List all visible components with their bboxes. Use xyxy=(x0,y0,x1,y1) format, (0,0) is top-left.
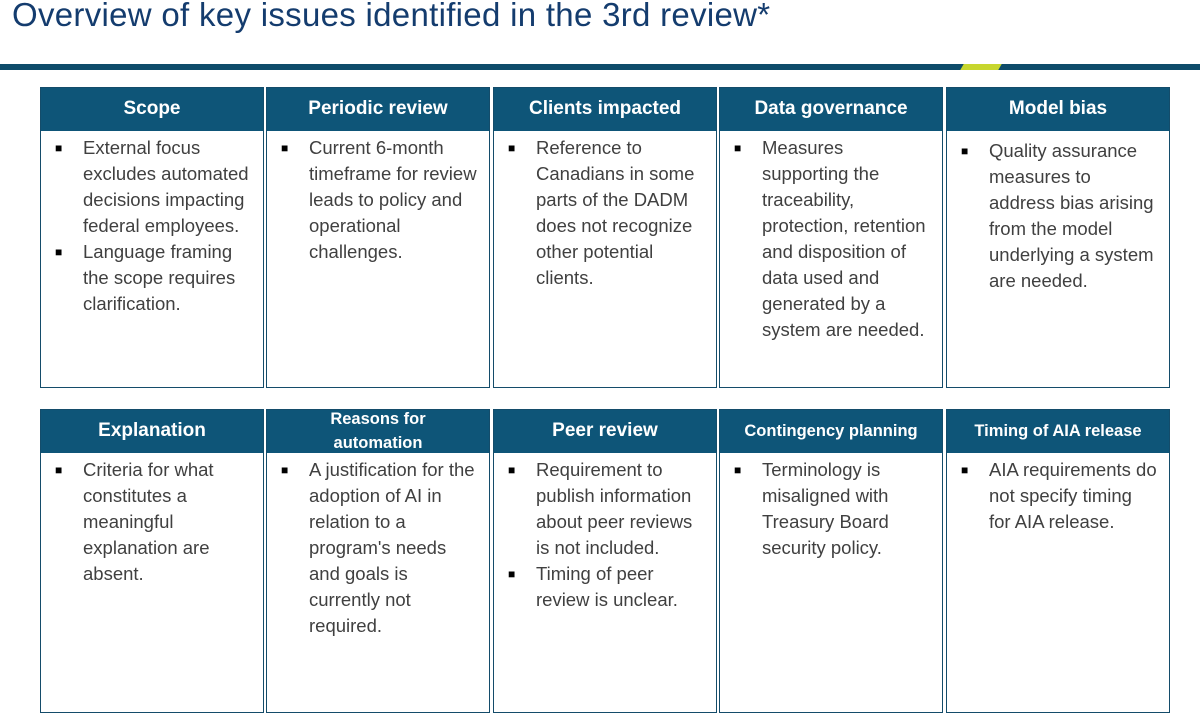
card-peer-review xyxy=(493,409,717,713)
card-contingency-planning xyxy=(719,409,943,713)
bullet-text: Measures supporting the traceability, protection, retention and disposition of data used and generated by a system are needed. xyxy=(762,137,926,340)
square-bullet-icon: ■ xyxy=(281,463,289,477)
bullet-item xyxy=(953,457,1163,535)
bullet-item xyxy=(500,135,710,291)
bullet-text: Quality assurance measures to address bias arising from the model underlying a system are needed. xyxy=(989,140,1154,291)
card-title: Model bias xyxy=(947,88,1169,131)
bullet-item xyxy=(273,457,483,639)
square-bullet-icon: ■ xyxy=(961,144,969,158)
bullet-item xyxy=(273,135,483,265)
bullet-item xyxy=(726,457,936,561)
card-timing-of-aia-release xyxy=(946,409,1170,713)
card-periodic-review xyxy=(266,87,490,388)
page-title: Overview of key issues identified in the 3rd review* xyxy=(12,0,771,33)
square-bullet-icon: ■ xyxy=(734,463,742,477)
bullet-item xyxy=(953,138,1163,294)
bullet-item xyxy=(726,135,936,343)
card-title: Timing of AIA release xyxy=(947,410,1169,453)
square-bullet-icon: ■ xyxy=(55,245,63,259)
square-bullet-icon: ■ xyxy=(508,141,516,155)
card-title: Reasons for automation xyxy=(267,410,489,453)
card-title: Clients impacted xyxy=(494,88,716,131)
square-bullet-icon: ■ xyxy=(734,141,742,155)
square-bullet-icon: ■ xyxy=(508,567,516,581)
title-rule-accent xyxy=(960,64,1001,70)
bullet-text: A justification for the adoption of AI in relation to a program's needs and goals is currently not required. xyxy=(309,459,475,636)
bullet-item xyxy=(47,239,257,317)
card-title: Contingency planning xyxy=(720,410,942,453)
card-data-governance xyxy=(719,87,943,388)
bullet-text: Reference to Canadians in some parts of the DADM does not recognize other potential clients. xyxy=(536,137,695,288)
bullet-text: External focus excludes automated decisions impacting federal employees. xyxy=(83,137,249,236)
square-bullet-icon: ■ xyxy=(508,463,516,477)
square-bullet-icon: ■ xyxy=(55,141,63,155)
bullet-item xyxy=(500,561,710,613)
card-reasons-for-automation xyxy=(266,409,490,713)
bullet-item xyxy=(47,457,257,587)
square-bullet-icon: ■ xyxy=(55,463,63,477)
square-bullet-icon: ■ xyxy=(281,141,289,155)
card-title: Peer review xyxy=(494,410,716,453)
bullet-text: Current 6-month timeframe for review leads to policy and operational challenges. xyxy=(309,137,477,262)
card-title: Data governance xyxy=(720,88,942,131)
card-clients-impacted xyxy=(493,87,717,388)
card-scope xyxy=(40,87,264,388)
bullet-text: Timing of peer review is unclear. xyxy=(536,563,678,610)
bullet-text: Requirement to publish information about peer reviews is not included. xyxy=(536,459,693,558)
bullet-item xyxy=(47,135,257,239)
bullet-text: Language framing the scope requires clarification. xyxy=(83,241,236,314)
card-title: Scope xyxy=(41,88,263,131)
card-title: Periodic review xyxy=(267,88,489,131)
card-model-bias xyxy=(946,87,1170,388)
bullet-text: AIA requirements do not specify timing for AIA release. xyxy=(989,459,1157,532)
title-rule xyxy=(0,64,1200,70)
card-explanation xyxy=(40,409,264,713)
bullet-text: Terminology is misaligned with Treasury Board security policy. xyxy=(762,459,889,558)
bullet-text: Criteria for what constitutes a meaningful explanation are absent. xyxy=(83,459,214,584)
card-title: Explanation xyxy=(41,410,263,453)
bullet-item xyxy=(500,457,710,561)
square-bullet-icon: ■ xyxy=(961,463,969,477)
